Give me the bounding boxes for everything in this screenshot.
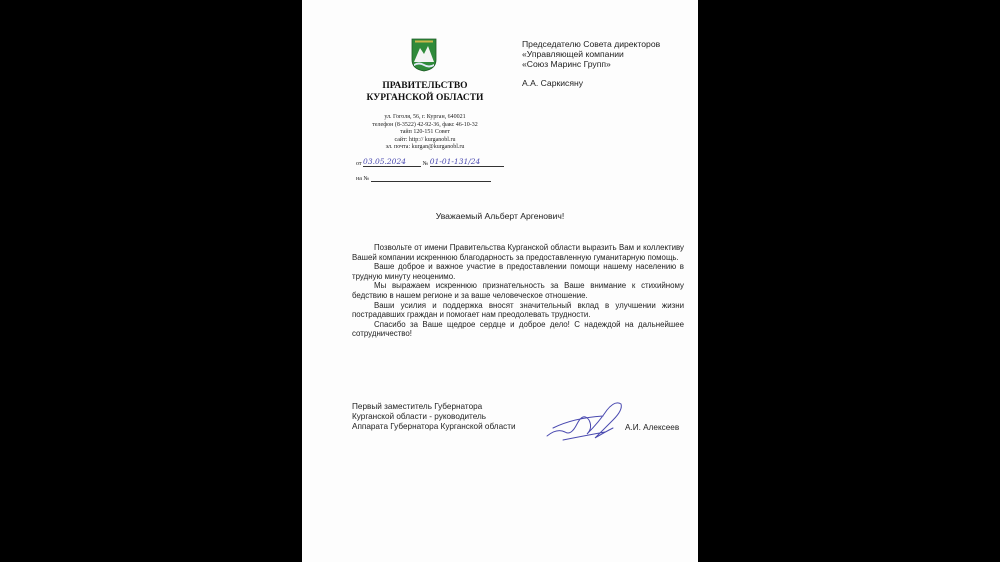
coat-of-arms-icon (411, 38, 437, 72)
body-paragraph-4: Ваши усилия и поддержка вносят значительный вклад в улучшении жизни пострадавших граждан и помогает нам преодолевать трудности. (352, 300, 684, 320)
position-line-1: Первый заместитель Губернатора (352, 402, 483, 411)
body-paragraph-2: Ваше доброе и важное участие в предоставлении помощи нашему населению в трудную минуту неоценимо. (352, 262, 684, 281)
government-title-line1: ПРАВИТЕЛЬСТВО (382, 81, 468, 91)
reference-line (356, 174, 491, 182)
telex-line: тайп 120-151 Совет (400, 129, 450, 136)
date-prefix: от (356, 161, 362, 167)
position-line-3: Аппарата Губернатора Курганской области (352, 422, 516, 432)
number-prefix: № (422, 161, 429, 167)
body-paragraph-5: Спасибо за Ваше щедрое сердце и доброе дело! С надеждой на дальнейшее сотрудничество! (352, 319, 684, 339)
handwritten-date: 03.05.2024 (363, 157, 406, 166)
government-title-line2: КУРГАНСКОЙ ОБЛАСТИ (366, 93, 484, 103)
handwritten-signature (543, 398, 627, 448)
greeting: Уважаемый Альберт Аргенович! (435, 211, 565, 221)
body-paragraph-3: Мы выражаем искреннюю признательность за Ваше внимание к стихийному бедствию в нашем регионе и за ваше человеческое отношение. (352, 281, 684, 300)
reference-prefix: на № (356, 176, 370, 182)
phone-line: телефон (8-3522) 42-92-36, факс 46-10-32 (372, 121, 478, 128)
address-line: ул. Гоголя, 56, г. Курган, 640021 (384, 114, 466, 120)
recipient-line-1: Председателю Совета директоров (522, 39, 661, 49)
recipient-name: А.А. Саркисяну (522, 78, 584, 88)
website-line: сайт: http:// kurganobl.ru (394, 136, 456, 143)
email-line: эл. почта: kurgan@kurganobl.ru (385, 144, 465, 151)
recipient-line-3: «Союз Маринс Групп» (522, 59, 611, 70)
date-number-line (356, 157, 504, 167)
letter-body (352, 243, 684, 339)
signatory-position (352, 402, 516, 433)
signatory-name: А.И. Алексеев (625, 423, 680, 432)
position-line-2: Курганской области - руководитель (352, 412, 487, 422)
reference-blank (371, 174, 491, 182)
handwritten-number: 01-01-131/24 (429, 157, 481, 166)
recipient-line-2: «Управляющей компании (522, 49, 624, 60)
body-paragraph-1: Позвольте от имени Правительства Курганской области выразить Вам и коллективу Вашей компании искреннюю благодарность за предоставленную гуманитарную помощь. (352, 243, 684, 262)
